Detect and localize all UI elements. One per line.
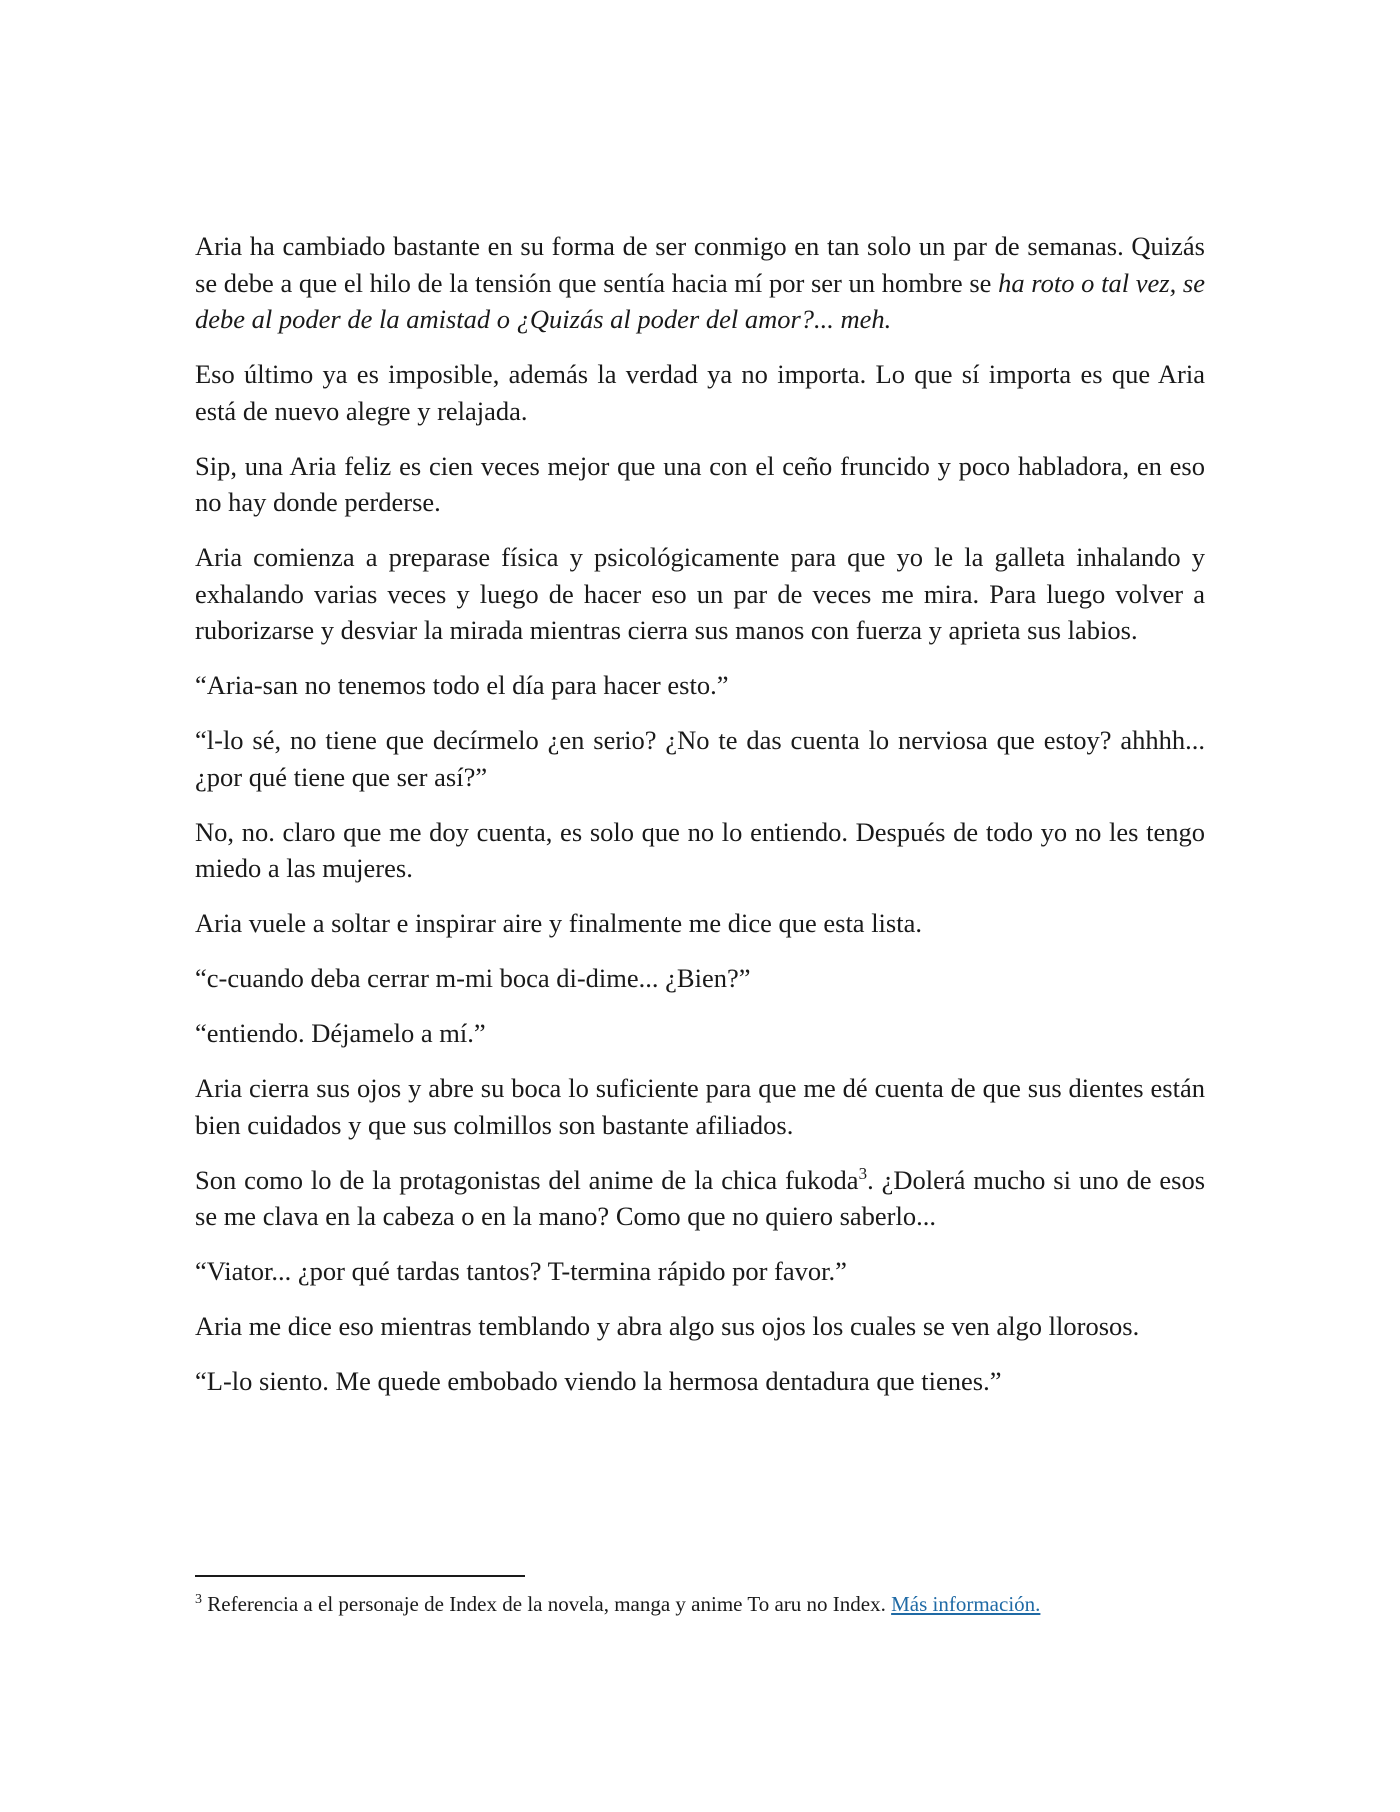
paragraph-1-italic-text: ha roto o tal vez, se debe al poder de la amistad o ¿Quizás al poder del amor?... meh. [195, 267, 1205, 334]
footnote [195, 1590, 1205, 1618]
paragraph-5-dialogue: “Aria-san no tenemos todo el día para hacer esto.” [195, 670, 729, 700]
paragraph-6-dialogue: “l-lo sé, no tiene que decírmelo ¿en serio? ¿No te das cuenta lo nerviosa que estoy? ahhhh... ¿por qué tiene que ser así?” [195, 725, 1205, 792]
paragraph-15-dialogue: “L-lo siento. Me quede embobado viendo la hermosa dentadura que tienes.” [195, 1366, 1002, 1396]
paragraph-4: Aria comienza a preparase física y psicológicamente para que yo le la galleta inhalando y exhalando varias veces y luego de hacer eso un par de veces me mira. Para luego volver a ruborizarse y desviar la mirada mientras cierra sus manos con fuerza y aprieta sus labios. [195, 542, 1205, 645]
paragraph-11: Aria cierra sus ojos y abre su boca lo suficiente para que me dé cuenta de que sus dientes están bien cuidados y que sus colmillos son bastante afiliados. [195, 1073, 1205, 1140]
paragraph-9-dialogue: “c-cuando deba cerrar m-mi boca di-dime... ¿Bien?” [195, 963, 751, 993]
paragraph-7: No, no. claro que me doy cuenta, es solo que no lo entiendo. Después de todo yo no les tengo miedo a las mujeres. [195, 816, 1205, 883]
footnote-number: 3 [195, 1592, 202, 1607]
paragraph-12-text: Son como lo de la protagonistas del anime de la chica fukoda [195, 1164, 859, 1195]
paragraph-1 [195, 228, 1205, 338]
footnote-reference: 3 [858, 1163, 868, 1183]
paragraph-1-text: Aria ha cambiado bastante en su forma de ser conmigo en tan solo un par de semanas. Quizás se debe a que el hilo de la tensión que sentía hacia mí por ser un hombre se [195, 231, 1205, 298]
paragraph-12-text-continued: . ¿Dolerá mucho si uno de esos se me clava en la cabeza o en la mano? Como que no quiero saberlo... [195, 1164, 1206, 1231]
paragraph-13-dialogue: “Viator... ¿por qué tardas tantos? T-termina rápido por favor.” [195, 1256, 847, 1286]
paragraph-12 [195, 1162, 1205, 1235]
page-body [195, 228, 1205, 1418]
footnote-text: Referencia a el personaje de Index de la novela, manga y anime To aru no Index. [202, 1592, 892, 1616]
footnote-more-info-link[interactable]: Más información. [891, 1592, 1041, 1616]
paragraph-2: Eso último ya es imposible, además la verdad ya no importa. Lo que sí importa es que Aria está de nuevo alegre y relajada. [195, 359, 1205, 426]
paragraph-14: Aria me dice eso mientras temblando y abra algo sus ojos los cuales se ven algo llorosos. [195, 1311, 1140, 1341]
paragraph-8: Aria vuele a soltar e inspirar aire y finalmente me dice que esta lista. [195, 908, 922, 938]
paragraph-10-dialogue: “entiendo. Déjamelo a mí.” [195, 1018, 486, 1048]
paragraph-3: Sip, una Aria feliz es cien veces mejor que una con el ceño fruncido y poco habladora, en eso no hay donde perderse. [195, 450, 1205, 517]
footnote-separator [195, 1575, 525, 1577]
